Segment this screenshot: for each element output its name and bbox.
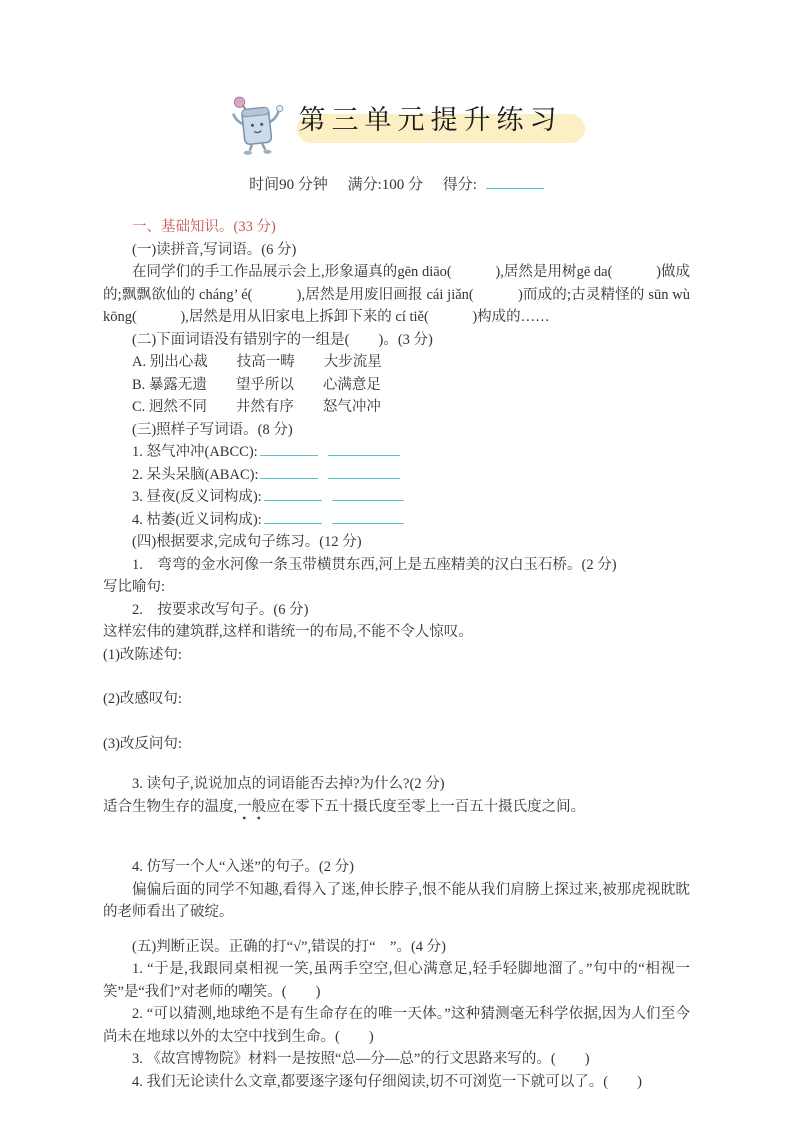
q3-emphasized-word: 一般 xyxy=(237,799,266,820)
part1-passage: 在同学们的手工作品展示会上,形象逼真的gēn diāo( ),居然是用树gē da( )做成的;飘飘欲仙的 cháng’ é( ),居然是用废旧画报 cái jiǎn( )而成的;古灵精怪的 sūn wù kōng( ),居然是用从旧家电上拆卸下来的 cí tiě( )构成的…… xyxy=(103,264,690,325)
part2-option-c: C. 迥然不同 井然有序 怒气冲冲 xyxy=(132,399,381,415)
part3-item-2 xyxy=(103,464,690,487)
q3-pre-text: 适合生物生存的温度, xyxy=(103,798,238,815)
title-block xyxy=(293,98,569,137)
part4-q2-sentence: 这样宏伟的建筑群,这样和谐统一的布局,不能不令人惊叹。 xyxy=(103,624,473,640)
part3-item-2-label: 2. 呆头呆脑(ABAC): xyxy=(132,466,259,483)
part4-q2-sub3: (3)改反问句: xyxy=(103,735,182,752)
part3-item-4-label: 4. 枯萎(近义词构成): xyxy=(132,511,262,528)
part3-label: (三)照样子写词语。(8 分) xyxy=(132,421,293,438)
part3-item-4 xyxy=(103,509,690,532)
content xyxy=(103,216,690,1093)
part4-q1: 1. 弯弯的金水河像一条玉带横贯东西,河上是五座精美的汉白玉石桥。(2 分) xyxy=(132,556,617,573)
part4-q2-sub1: (1)改陈述句: xyxy=(103,646,182,663)
section1-heading: 一、基础知识。(33 分) xyxy=(132,219,276,235)
title-row xyxy=(225,92,569,158)
part3-item-3 xyxy=(103,486,690,509)
part3-item-1-label: 1. 怒气冲冲(ABCC): xyxy=(132,444,258,460)
time-label: 时间90 分钟 xyxy=(249,177,328,193)
full-score-label: 满分:100 分 xyxy=(347,177,423,193)
answer-blank xyxy=(328,465,400,479)
part4-q1-prompt: 写比喻句: xyxy=(103,579,166,595)
part4-q2-sub2: (2)改感叹句: xyxy=(103,691,182,707)
answer-blank xyxy=(328,442,400,456)
score-meta-line xyxy=(0,173,793,194)
answer-blank xyxy=(260,442,318,456)
part1-label: (一)读拼音,写词语。(6 分) xyxy=(132,241,297,258)
answer-blank xyxy=(260,465,318,479)
part2-option-a: A. 别出心裁 技高一畴 大步流星 xyxy=(132,354,382,370)
part4-q2: 2. 按要求改写句子。(6 分) xyxy=(132,601,309,618)
part4-q4: 4. 仿写一个人“入迷”的句子。(2 分) xyxy=(132,859,354,875)
answer-blank xyxy=(264,487,322,501)
answer-blank xyxy=(332,487,404,501)
answer-blank xyxy=(264,510,322,524)
part4-label: (四)根据要求,完成句子练习。(12 分) xyxy=(132,534,362,550)
q3-post-text: 应在零下五十摄氏度至零上一百五十摄氏度之间。 xyxy=(266,798,586,815)
page-title: 第三单元提升练习 xyxy=(298,105,563,135)
part5-item-2: 2. “可以猜测,地球绝不是有生命存在的唯一天体。”这种猜测毫无科学依据,因为人们至今尚未在地球以外的太空中找到生命。( ) xyxy=(103,1006,690,1045)
part5-item-3: 3. 《故宫博物院》材料一是按照“总—分—总”的行文思路来写的。( ) xyxy=(132,1051,590,1067)
answer-blank xyxy=(332,510,404,524)
book-mascot-icon xyxy=(225,94,287,158)
part4-q4-sentence: 偏偏后面的同学不知趣,看得入了迷,伸长脖子,恨不能从我们肩膀上探过来,被那虎视眈眈的老师看出了破绽。 xyxy=(103,881,690,920)
score-blank xyxy=(486,174,544,189)
part3-item-1 xyxy=(103,441,690,464)
part5-item-1: 1. “于是,我跟同桌相视一笑,虽两手空空,但心满意足,轻手轻脚地溜了。”句中的“相视一笑”是“我们”对老师的嘲笑。( ) xyxy=(103,961,690,1000)
part5-item-4: 4. 我们无论读什么文章,都要逐字逐句仔细阅读,切不可浏览一下就可以了。( ) xyxy=(132,1073,642,1090)
part3-item-3-label: 3. 昼夜(反义词构成): xyxy=(132,489,262,505)
part5-label: (五)判断正误。正确的打“√”,错误的打“ ”。(4 分) xyxy=(132,938,447,955)
header xyxy=(0,0,793,194)
part4-q3: 3. 读句子,说说加点的词语能否去掉?为什么?(2 分) xyxy=(132,776,445,792)
part2-option-b: B. 暴露无遗 望乎所以 心满意足 xyxy=(132,376,381,393)
part2-label: (二)下面词语没有错别字的一组是( )。(3 分) xyxy=(132,331,433,348)
score-label: 得分: xyxy=(442,177,477,193)
part4-q3-sentence xyxy=(103,796,690,819)
